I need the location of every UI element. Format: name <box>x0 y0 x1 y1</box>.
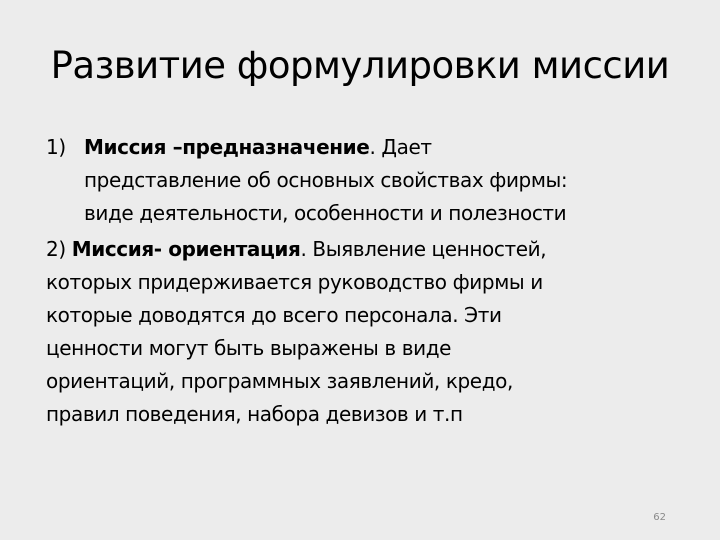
list-item-1-term: Миссия –предназначение <box>84 135 370 159</box>
list-item-2-line-4: ценности могут быть выражены в виде <box>46 336 452 360</box>
slide-title: Развитие формулировки миссии <box>50 44 670 87</box>
list-item-2-number: 2) <box>46 237 66 261</box>
slide-body <box>46 131 706 431</box>
list-item-2 <box>46 233 706 431</box>
list-item-2-line-1 <box>46 233 706 266</box>
list-item-2-line-1-rest: . Выявление ценностей, <box>300 237 547 261</box>
list-item-1-line-3: виде деятельности, особенности и полезности <box>84 201 567 225</box>
list-item-1-line-1-rest: . Дает <box>369 135 432 159</box>
list-item-2-line-5: ориентаций, программных заявлений, кредо, <box>46 369 513 393</box>
list-item-2-line-6: правил поведения, набора девизов и т.п <box>46 402 463 426</box>
list-item-1-line-2: представление об основных свойствах фирмы: <box>84 168 568 192</box>
list-item-1-number: 1) <box>46 135 66 159</box>
list-item-2-line-3: которые доводятся до всего персонала. Эти <box>46 303 502 327</box>
list-item-1-line-1 <box>84 131 706 164</box>
list-item-2-term: Миссия- ориентация <box>71 237 301 261</box>
list-item-2-line-2: которых придерживается руководство фирмы и <box>46 270 543 294</box>
page-number: 62 <box>653 512 666 523</box>
list-item-1 <box>46 131 706 230</box>
